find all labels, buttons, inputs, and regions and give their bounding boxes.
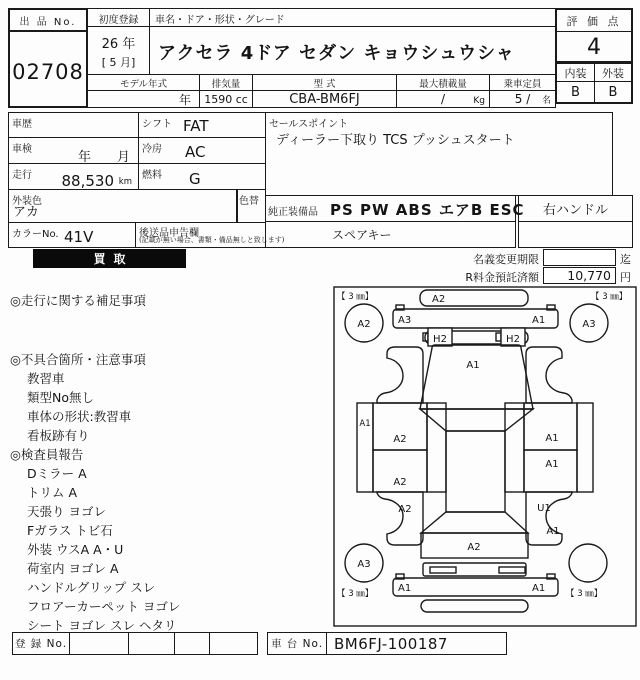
trunk-grade: A2	[467, 542, 481, 553]
buyback-label: 買取	[93, 252, 134, 266]
exterior-color-value: アカ	[13, 205, 39, 220]
door-rear-right	[524, 450, 577, 492]
equipment-value: PS PW ABS エアB ESC	[330, 201, 525, 219]
car-damage-diagram	[333, 286, 637, 627]
aircon-label: 冷房	[142, 144, 162, 155]
recycle-fee-unit: 円	[620, 271, 631, 284]
hood-panel	[420, 345, 533, 409]
later-items-cell	[135, 222, 285, 248]
wheel-front-left-grade: A2	[357, 319, 371, 330]
first-registration-year: 26 年	[101, 37, 136, 52]
first-registration-month: [ 5 月]	[101, 56, 136, 69]
defect-notes	[10, 369, 325, 445]
auction-grade: 4	[587, 35, 601, 60]
quarter-left-grade: A2	[398, 504, 412, 515]
mileage-value: 88,530	[61, 172, 114, 190]
exterior-color-label: 外装色	[12, 196, 42, 207]
grade-label: 評 価 点	[557, 10, 631, 32]
registration-number-box	[12, 632, 258, 655]
inspection-label: 車検	[12, 144, 32, 155]
tire-tread-top-left: 【 3 ㎜】	[337, 292, 374, 302]
rear-right-grade: A1	[546, 526, 560, 537]
model-year: 年	[178, 93, 191, 107]
interior-label: 内装	[557, 64, 594, 82]
capacity-label: 乗車定員	[490, 75, 555, 91]
empty-cell	[518, 221, 633, 248]
chassis-number-box	[267, 632, 507, 655]
headlight-right-grade: H2	[506, 334, 520, 345]
wheel-rear-left-grade: A3	[357, 559, 371, 570]
note-line: Fガラス トビ石	[27, 523, 113, 538]
mileage-unit: km	[118, 177, 132, 187]
exterior-color-cell	[8, 189, 238, 223]
transfer-deadline-label: 名義変更期限	[473, 253, 539, 266]
front-panel-right-grade: A1	[532, 315, 546, 326]
steering-cell	[518, 195, 633, 222]
tire-tread-bottom-right: 【 3 ㎜】	[566, 589, 603, 599]
tire-tread-top-right: 【 3 ㎜】	[591, 292, 628, 302]
first-registration-box	[87, 8, 150, 75]
buyback-badge	[33, 249, 186, 268]
displacement: 1590 cc	[204, 92, 248, 106]
sales-point-box	[265, 112, 613, 196]
displacement-cell	[199, 75, 252, 107]
notes-block	[10, 291, 325, 635]
note-line: 外装 ウスA A・U	[27, 542, 124, 557]
recycle-fee-value: 10,770	[543, 267, 616, 284]
recycle-fee-label: R料金預託済額	[465, 271, 539, 284]
exterior-grade: B	[594, 82, 631, 102]
model-code-label: 型 式	[253, 75, 396, 91]
rear-lower-panel	[421, 600, 528, 612]
inspection-cell	[8, 137, 139, 164]
side-sill-right	[577, 403, 593, 492]
spec-header-row	[87, 74, 556, 108]
capacity-unit: 名	[541, 96, 551, 106]
exterior-label: 外装	[594, 64, 631, 82]
interior-grade: B	[571, 84, 580, 100]
payload-slash: /	[440, 92, 446, 106]
registration-cell-3	[174, 633, 209, 654]
note-line: 車体の形状:教習車	[27, 409, 132, 424]
mileage-cell	[8, 163, 139, 190]
registration-label: 登 録 No.	[14, 638, 68, 650]
wheel-front-right-grade: A3	[582, 319, 596, 330]
note-line: Dミラー A	[27, 466, 87, 481]
wheel-rear-right	[569, 544, 607, 582]
door-rear-right-grade: A1	[545, 459, 559, 470]
headlight-right-tab	[496, 333, 501, 341]
mileage-label: 走行	[12, 170, 32, 181]
roof-panel	[446, 431, 505, 512]
transfer-deadline-value	[543, 249, 616, 266]
equipment-cell	[265, 195, 525, 222]
tail-light-right	[499, 567, 525, 573]
shift-value: FAT	[183, 117, 209, 135]
sales-point-value: ディーラー下取り TCS プッシュスタート	[276, 133, 515, 148]
lot-number-label: 出 品 No.	[10, 10, 86, 32]
note-line: シート ヨゴレ スレ ヘタリ	[27, 618, 177, 633]
color-change-label: 色替	[239, 196, 259, 207]
door-front-left-grade: A2	[393, 434, 407, 445]
spare-key-cell	[265, 221, 516, 248]
capacity-value	[490, 91, 555, 107]
equipment-label: 純正装備品	[268, 207, 318, 218]
pillar-left	[427, 403, 446, 492]
payload-cell	[396, 75, 489, 107]
note-line: 看板跡有り	[27, 428, 90, 443]
later-items-note: (記載が無い場合、書類・備品無しと致します)	[139, 236, 285, 244]
registration-cell-1	[69, 633, 128, 654]
tire-tread-bottom-left: 【 3 ㎜】	[337, 589, 374, 599]
fuel-label: 燃料	[142, 170, 162, 181]
pillar-right	[505, 403, 524, 492]
note-line: ハンドルグリップ スレ	[27, 580, 156, 595]
payload-value	[397, 91, 489, 107]
model-year-label: モデル年式	[88, 75, 199, 91]
tail-light-left	[430, 567, 456, 573]
inspector-notes	[10, 464, 325, 635]
inspection-value: 年 月	[77, 150, 130, 165]
vehicle-name-label: 車名・ドア・形状・グレード	[150, 9, 555, 27]
model-code: CBA-BM6FJ	[289, 91, 360, 107]
sales-point-label: セールスポイント	[269, 119, 349, 130]
quarter-panel-left	[377, 492, 423, 545]
model-year-cell	[88, 75, 199, 107]
color-number-value: 41V	[64, 228, 94, 246]
aircon-value: AC	[185, 143, 206, 161]
lot-number-box	[8, 8, 88, 108]
front-panel-left-grade: A3	[398, 315, 412, 326]
rear-window	[421, 512, 528, 533]
vehicle-name: アクセラ 4ドア セダン キョウシュウシャ	[158, 43, 515, 64]
capacity-cell	[489, 75, 555, 107]
quarter-panel-right	[526, 492, 572, 545]
note-line: 類型No無し	[27, 390, 94, 405]
hood-grade: A1	[466, 360, 480, 371]
fuel-cell	[138, 163, 266, 190]
first-registration-label: 初度登録	[88, 9, 149, 27]
chassis-number: BM6FJ-100187	[334, 634, 448, 653]
aircon-cell	[138, 137, 266, 164]
transfer-deadline-suffix: 迄	[620, 253, 631, 266]
note-line: 天張り ヨゴレ	[27, 504, 106, 519]
rear-bumper-right-grade: A1	[532, 583, 546, 594]
shift-cell	[138, 112, 266, 138]
note-line: フロアーカーペット ヨゴレ	[27, 599, 181, 614]
registration-cell-2	[128, 633, 174, 654]
steering-value: 右ハンドル	[542, 203, 608, 218]
spare-key-value: スペアキー	[332, 228, 392, 242]
headlight-left-grade: H2	[433, 334, 447, 345]
side-sill-left	[357, 403, 373, 492]
vehicle-name-box	[149, 8, 556, 75]
displacement-label: 排気量	[200, 75, 252, 91]
quarter-right-grade: U1	[537, 503, 551, 514]
door-front-right-grade: A1	[545, 433, 559, 444]
running-notes-title: ◎走行に関する補足事項	[10, 293, 146, 308]
front-fender-left	[377, 347, 423, 403]
front-fender-right	[526, 347, 572, 403]
fuel-value: G	[189, 170, 201, 188]
color-change-cell	[236, 189, 266, 223]
shift-label: シフト	[142, 119, 172, 130]
registration-cell-4	[209, 633, 257, 654]
history-label: 車歴	[12, 119, 32, 130]
inspector-title: ◎検査員報告	[10, 447, 84, 462]
later-items-label: 後送品申告欄	[139, 228, 199, 239]
door-rear-left-grade: A2	[393, 477, 407, 488]
note-line: 荷室内 ヨゴレ A	[27, 561, 119, 576]
model-code-cell	[252, 75, 396, 107]
defects-title: ◎不具合箇所・注意事項	[10, 352, 146, 367]
interior-exterior-box	[555, 62, 633, 104]
payload-unit: Kg	[473, 96, 485, 106]
color-number-cell	[8, 222, 136, 248]
grade-box	[555, 8, 633, 63]
history-cell	[8, 112, 139, 138]
rear-bumper-left-grade: A1	[398, 583, 412, 594]
front-bumper-grade: A2	[432, 294, 446, 305]
tail-panel	[423, 563, 526, 576]
chassis-label: 車 台 No.	[268, 633, 327, 654]
capacity-number: 5 /	[514, 92, 531, 106]
windshield	[420, 409, 533, 431]
note-line: トリム A	[27, 485, 78, 500]
payload-label: 最大積載量	[397, 75, 489, 91]
lot-number: 02708	[12, 60, 84, 84]
side-left-grade: A1	[359, 419, 371, 429]
note-line: 教習車	[27, 371, 65, 386]
color-number-label: カラーNo.	[12, 229, 59, 240]
